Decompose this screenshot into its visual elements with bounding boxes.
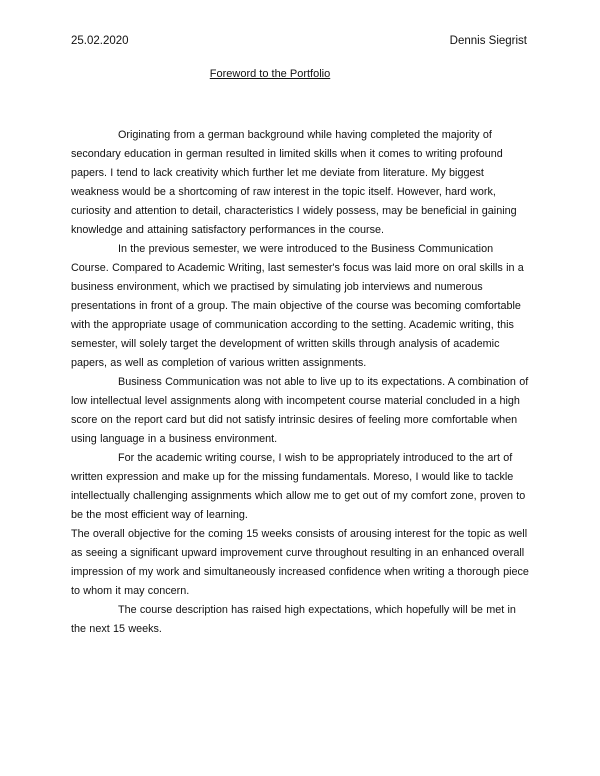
paragraph-background: Originating from a german background while having completed the majority of secondary education in german resulted in limited skills when it comes to writing profound papers. I tend to lack creativity which further let me deviate from literature. My biggest weakness would be a shortcoming of raw interest in the topic itself. However, hard work, curiosity and attention to detail, characteristics I widely possess, may be beneficial in gaining knowledge and attaining satisfactory performances in the course. — [71, 129, 517, 236]
document-body — [71, 126, 534, 639]
paragraph-overall-objective: The overall objective for the coming 15 weeks consists of arousing interest for the topic as well as seeing a significant upward improvement curve throughout resulting in an enhanced overall impression of my work and simultaneously increased confidence when writing a thorough piece to whom it may concern. — [71, 528, 529, 597]
document-title: Foreword to the Portfolio — [209, 68, 331, 80]
paragraph-academic-writing-wishes: For the academic writing course, I wish to be appropriately introduced to the art of written expression and make up for the missing fundamentals. Moreso, I would like to tackle intellectually challenging assignments which allow me to get out of my comfort zone, proven to be the most efficient way of learning. — [71, 452, 526, 521]
paragraph-course-description: The course description has raised high expectations, which hopefully will be met in the next 15 weeks. — [71, 604, 516, 635]
header-author: Dennis Siegrist — [449, 35, 527, 47]
header-date: 25.02.2020 — [71, 35, 129, 47]
paragraph-previous-semester: In the previous semester, we were introduced to the Business Communication Course. Compared to Academic Writing, last semester's focus was laid more on oral skills in a business environment, which we practised by simulating job interviews and numerous presentations in front of a group. The main objective of the course was becoming comfortable with the appropriate usage of communication according to the setting. Academic writing, this semester, will solely target the development of written skills through analysis of academic papers, as well as completion of various written assignments. — [71, 243, 524, 369]
paragraph-business-communication: Business Communication was not able to live up to its expectations. A combination of low intellectual level assignments along with incompetent course material concluded in a high score on the report card but did not satisfy intrinsic desires of feeling more comfortable when using language in a business environment. — [71, 376, 529, 445]
